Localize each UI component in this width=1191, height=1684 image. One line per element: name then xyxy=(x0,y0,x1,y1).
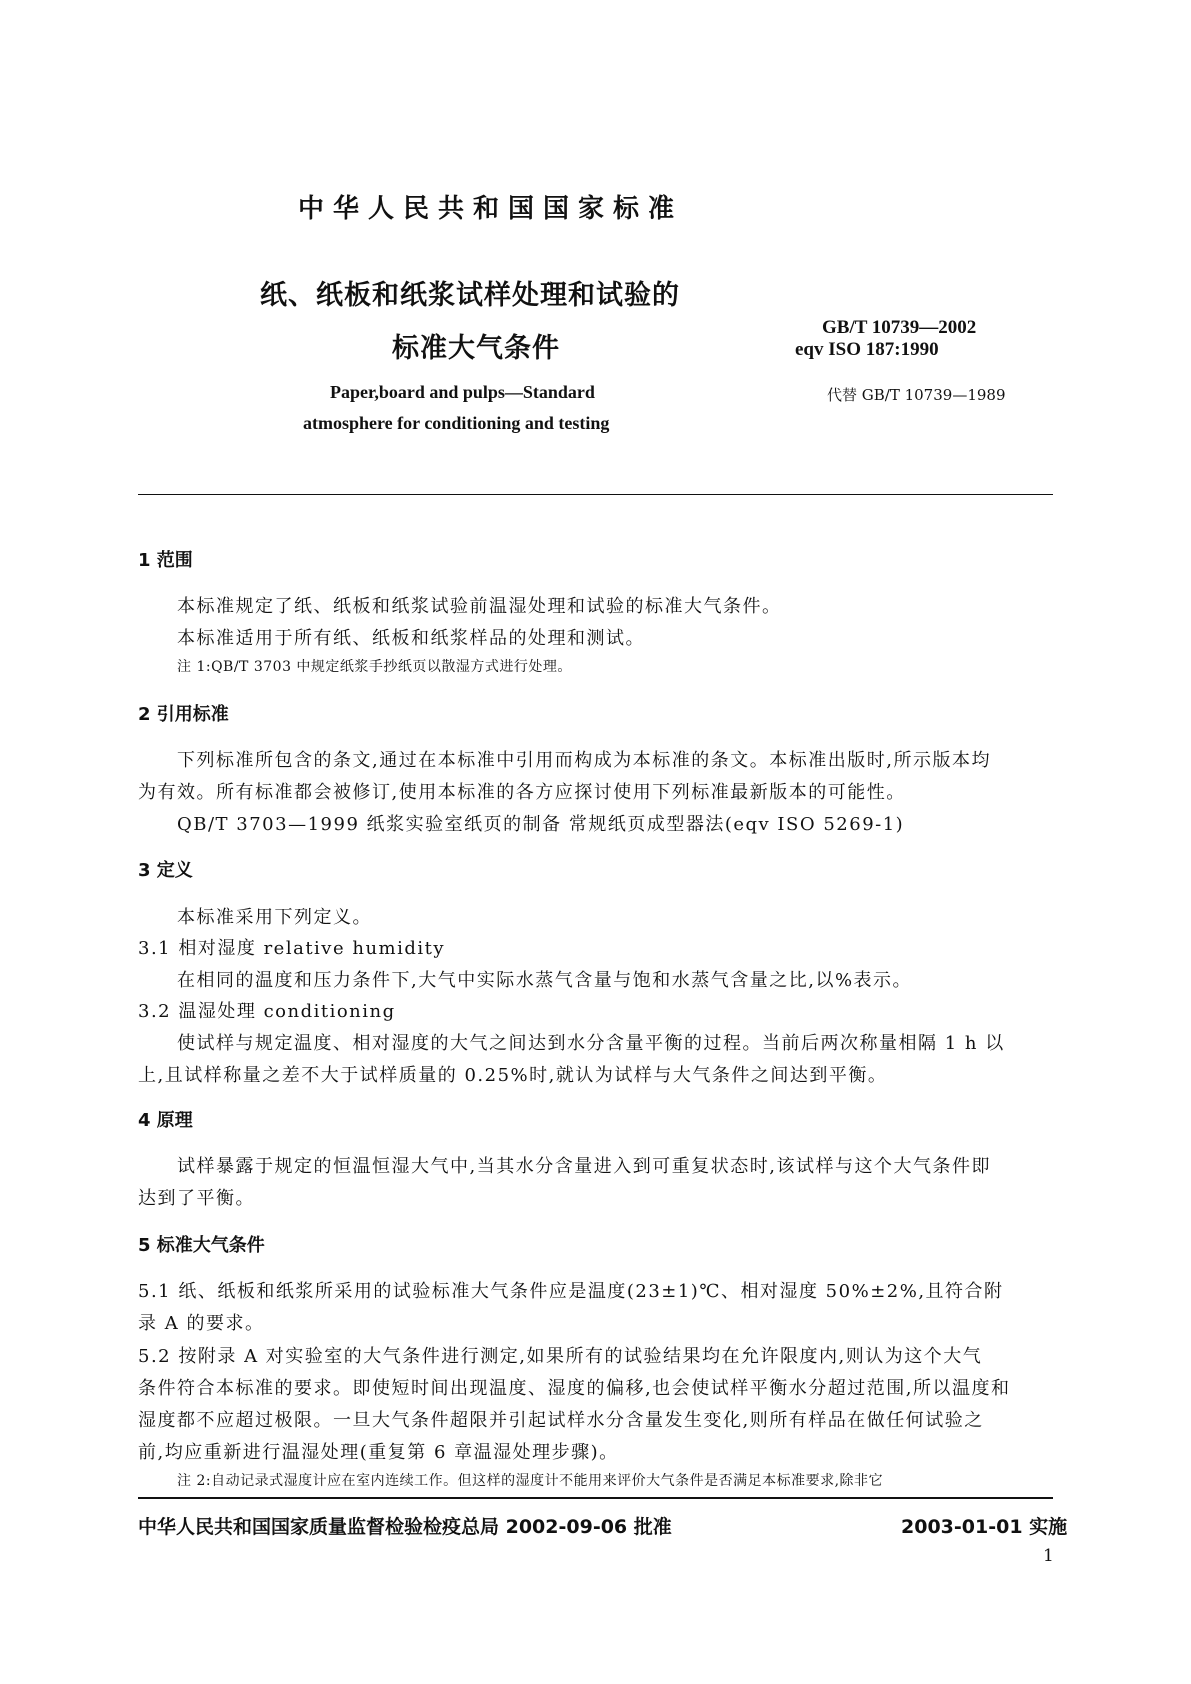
header-divider xyxy=(138,494,1053,495)
section-5-heading: 5 标准大气条件 xyxy=(138,1235,265,1256)
standard-title-line1: 纸、纸板和纸浆试样处理和试验的 xyxy=(260,280,680,311)
clause-5-2: 湿度都不应超过极限。一旦大气条件超限并引起试样水分含量发生变化,则所有样品在做任何试验之 xyxy=(138,1410,984,1431)
approval-line: 中华人民共和国国家质量监督检验检疫总局 2002-09-06 批准 xyxy=(138,1516,672,1538)
section-1-paragraph: 本标准规定了纸、纸板和纸浆试验前温湿处理和试验的标准大气条件。 xyxy=(177,596,782,617)
page-number: 1 xyxy=(1043,1546,1054,1566)
english-title-line2: atmosphere for conditioning and testing xyxy=(303,413,610,433)
replaces-standard: 代替 GB/T 10739—1989 xyxy=(827,386,1006,404)
definition-term: 3.1 相对湿度 relative humidity xyxy=(138,938,446,959)
definition-text: 在相同的温度和压力条件下,大气中实际水蒸气含量与饱和水蒸气含量之比,以%表示。 xyxy=(177,970,913,991)
clause-5-2: 条件符合本标准的要求。即使短时间出现温度、湿度的偏移,也会使试样平衡水分超过范围,所以温度和 xyxy=(138,1378,1011,1399)
clause-5-1: 5.1 纸、纸板和纸浆所采用的试验标准大气条件应是温度(23±1)℃、相对湿度 50%±2%,且符合附 xyxy=(138,1281,1004,1302)
section-2-heading: 2 引用标准 xyxy=(138,704,229,725)
clause-5-1: 录 A 的要求。 xyxy=(138,1313,265,1334)
effective-date: 2003-01-01 实施 xyxy=(901,1516,1068,1538)
english-title-line1: Paper,board and pulps—Standard xyxy=(330,382,595,402)
section-2-paragraph: 为有效。所有标准都会被修订,使用本标准的各方应探讨使用下列标准最新版本的可能性。 xyxy=(138,782,906,803)
section-1-note: 注 1:QB/T 3703 中规定纸浆手抄纸页以散湿方式进行处理。 xyxy=(177,659,572,675)
definition-text: 使试样与规定温度、相对湿度的大气之间达到水分含量平衡的过程。当前后两次称量相隔 1 h 以 xyxy=(177,1033,1005,1054)
section-3-heading: 3 定义 xyxy=(138,860,193,881)
issuing-body-title: 中华人民共和国国家标准 xyxy=(298,194,684,224)
definition-term: 3.2 温湿处理 conditioning xyxy=(138,1001,396,1022)
standard-title-line2: 标准大气条件 xyxy=(392,333,560,364)
section-4-paragraph: 试样暴露于规定的恒温恒湿大气中,当其水分含量进入到可重复状态时,该试样与这个大气条件即 xyxy=(177,1156,991,1177)
section-2-paragraph: 下列标准所包含的条文,通过在本标准中引用而构成为本标准的条文。本标准出版时,所示版本均 xyxy=(177,750,991,771)
normative-reference: QB/T 3703—1999 纸浆实验室纸页的制备 常规纸页成型器法(eqv ISO 5269-1) xyxy=(177,814,905,835)
section-3-intro: 本标准采用下列定义。 xyxy=(177,907,372,928)
section-4-paragraph: 达到了平衡。 xyxy=(138,1188,255,1209)
clause-5-2: 前,均应重新进行温湿处理(重复第 6 章温湿处理步骤)。 xyxy=(138,1442,619,1463)
standard-code: GB/T 10739—2002 xyxy=(822,317,977,338)
definition-text: 上,且试样称量之差不大于试样质量的 0.25%时,就认为试样与大气条件之间达到平衡。 xyxy=(138,1065,888,1086)
clause-5-2: 5.2 按附录 A 对实验室的大气条件进行测定,如果所有的试验结果均在允许限度内,则认为这个大气 xyxy=(138,1346,983,1367)
section-1-paragraph: 本标准适用于所有纸、纸板和纸浆样品的处理和测试。 xyxy=(177,628,645,649)
footer-divider xyxy=(138,1497,1053,1499)
section-5-note: 注 2:自动记录式湿度计应在室内连续工作。但这样的湿度计不能用来评价大气条件是否满足本标准要求,除非它 xyxy=(177,1473,884,1489)
equivalent-standard: eqv ISO 187:1990 xyxy=(795,339,939,360)
section-4-heading: 4 原理 xyxy=(138,1110,193,1131)
section-1-heading: 1 范围 xyxy=(138,550,193,571)
